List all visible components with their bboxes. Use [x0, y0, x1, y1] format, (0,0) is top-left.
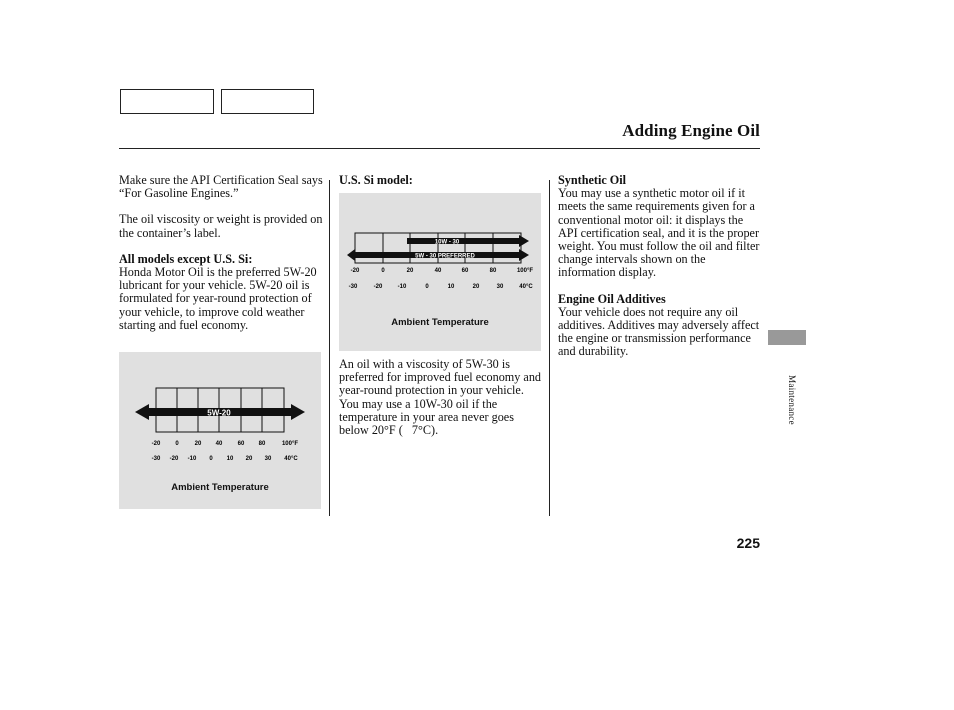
- c-tick: 40°C: [519, 284, 533, 290]
- band-10w30-label: 10W - 30: [434, 239, 460, 246]
- column-1: [119, 174, 323, 332]
- column-divider-2: [549, 180, 550, 516]
- heading-all-models: All models except U.S. Si:: [119, 251, 253, 266]
- viscosity-chart-5w20: [119, 352, 321, 509]
- paragraph-synthetic-oil: You may use a synthetic motor oil if it meets the same requirements given for a conventional motor oil: it displays the API certification seal, and it is the proper weight. You must follow the oil and filter change intervals shown on the information display.: [558, 186, 760, 280]
- c-tick: 10: [447, 284, 455, 290]
- section-tab-marker[interactable]: [768, 330, 806, 345]
- nav-box-next[interactable]: [221, 89, 314, 114]
- f-tick: 60: [461, 268, 469, 274]
- c-tick: 0: [209, 456, 213, 462]
- f-tick: 20: [194, 441, 202, 447]
- band-5w20-label: 5W-20: [207, 408, 231, 418]
- column-2: [339, 174, 544, 187]
- f-tick: 80: [258, 441, 266, 447]
- band-10w30-arrow: [407, 235, 529, 247]
- c-tick: 0: [425, 284, 429, 290]
- f-tick: 100°F: [516, 268, 534, 274]
- f-tick: 0: [381, 268, 385, 274]
- paragraph-oil-additives: Your vehicle does not require any oil additives. Additives may adversely affect the engine or transmission performance and durability.: [558, 304, 760, 359]
- c-tick: 20: [245, 456, 253, 462]
- column-2-body: [339, 358, 544, 437]
- f-tick: 40: [434, 268, 442, 274]
- c-tick: -10: [187, 456, 197, 462]
- viscosity-chart-si: [339, 193, 541, 351]
- paragraph-viscosity: The oil viscosity or weight is provided on the container’s label.: [119, 212, 323, 240]
- f-tick: 80: [489, 268, 497, 274]
- f-tick: -20: [350, 268, 360, 274]
- c-tick: -10: [397, 284, 407, 290]
- section-label-maintenance: Maintenance: [787, 375, 797, 425]
- f-tick: 20: [406, 268, 414, 274]
- page-number: 225: [736, 535, 760, 551]
- heading-us-si: U.S. Si model:: [339, 173, 413, 187]
- c-tick: 30: [264, 456, 272, 462]
- column-divider-1: [329, 180, 330, 516]
- f-tick: 0: [175, 441, 179, 447]
- header-rule: [119, 148, 760, 149]
- paragraph-si-oil: An oil with a viscosity of 5W-30 is preferred for improved fuel economy and year-round protection in your vehicle. You may use a 10W-30 oil if the temperature in your area never goes below 20°F ( 7°C).: [339, 357, 542, 438]
- c-tick: 30: [496, 284, 504, 290]
- paragraph-honda-oil: Honda Motor Oil is the preferred 5W-20 lubricant for your vehicle. 5W-20 oil is formulated for year-round protection of your vehicle, to improve cold weather starting and fuel economy.: [119, 265, 317, 332]
- figure-2-caption: Ambient Temperature: [391, 317, 489, 328]
- nav-box-previous[interactable]: [120, 89, 214, 114]
- c-tick: 10: [226, 456, 234, 462]
- paragraph-api-seal: Make sure the API Certification Seal says “For Gasoline Engines.”: [119, 173, 323, 201]
- c-tick: 20: [472, 284, 480, 290]
- f-tick: 40: [215, 441, 223, 447]
- f-tick: 60: [237, 441, 245, 447]
- band-5w30-label: 5W - 30 PREFERRED: [415, 253, 475, 260]
- page-title: Adding Engine Oil: [622, 121, 760, 140]
- figure-1-caption: Ambient Temperature: [171, 482, 269, 493]
- column-3: [558, 174, 760, 359]
- heading-oil-additives: Engine Oil Additives: [558, 291, 666, 306]
- heading-synthetic-oil: Synthetic Oil: [558, 173, 627, 187]
- f-tick: -20: [151, 441, 161, 447]
- c-tick: -20: [169, 456, 179, 462]
- f-tick: 100°F: [281, 441, 299, 447]
- c-tick: -20: [373, 284, 383, 290]
- c-tick: 40°C: [284, 456, 298, 462]
- c-tick: -30: [151, 456, 161, 462]
- c-tick: -30: [348, 284, 358, 290]
